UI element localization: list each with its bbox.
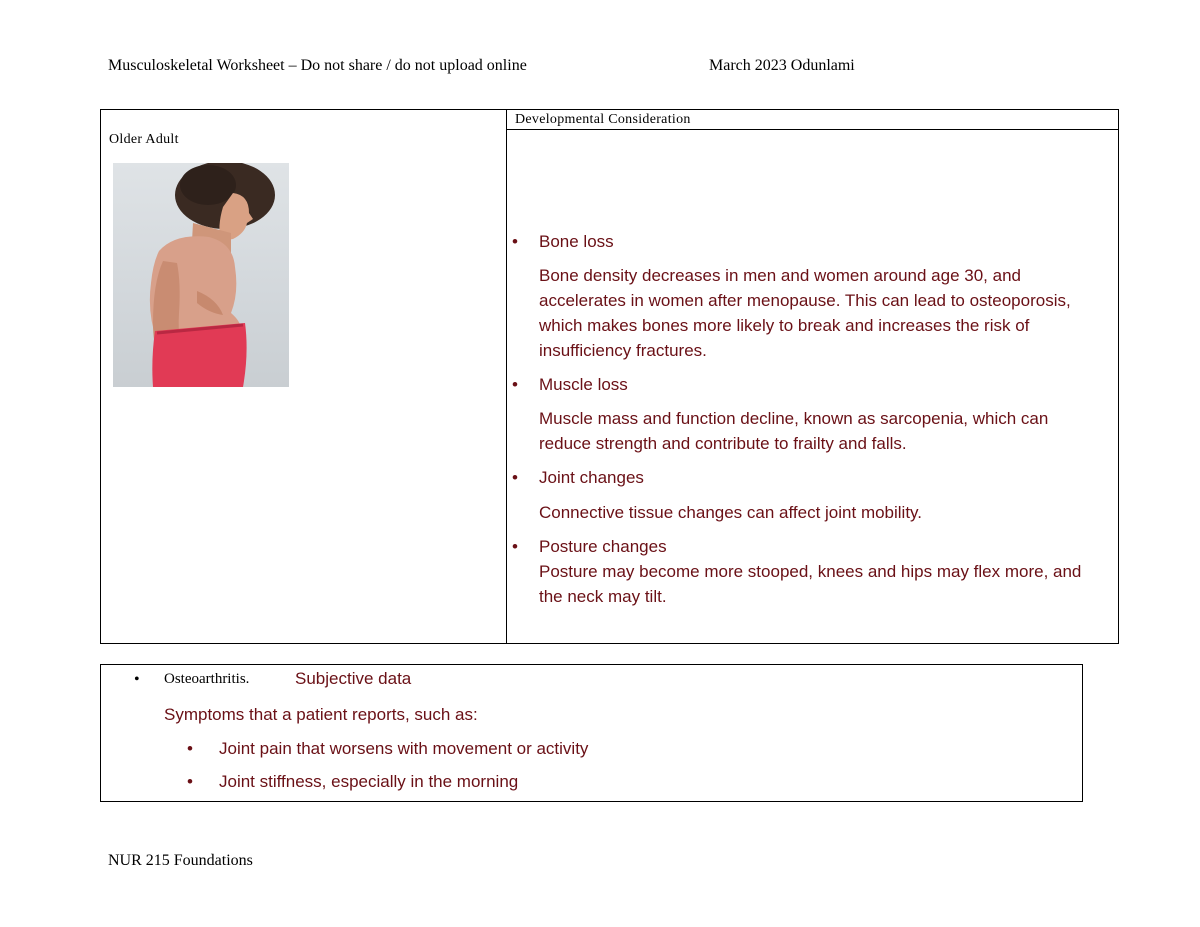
course-footer: NUR 215 Foundations xyxy=(108,852,253,869)
list-item-joint-changes xyxy=(512,465,1099,525)
bullet: • xyxy=(512,375,518,394)
subjective-data-heading: Subjective data xyxy=(295,669,412,688)
older-adult-figure xyxy=(113,163,289,387)
bullet: • xyxy=(187,739,193,758)
list-item-muscle-loss xyxy=(512,372,1099,456)
item-description: Bone density decreases in men and women around age 30, and accelerates in women after menopause. This can lead to osteoporosis, which makes bones more likely to break and increases the risk of insufficiency fractures. xyxy=(539,266,1071,360)
bullet: • xyxy=(512,232,518,251)
item-description: Connective tissue changes can affect joint mobility. xyxy=(539,503,923,522)
item-title: Bone loss xyxy=(539,232,614,251)
developmental-list xyxy=(512,229,1099,609)
list-item-bone-loss xyxy=(512,229,1099,363)
header-divider xyxy=(506,129,1118,130)
bullet: • xyxy=(134,671,140,688)
bullet: • xyxy=(187,772,193,791)
symptom-item: Joint stiffness, especially in the morning xyxy=(219,772,519,791)
symptoms-intro: Symptoms that a patient reports, such as: xyxy=(164,705,478,724)
item-description: Posture may become more stooped, knees and hips may flex more, and the neck may tilt. xyxy=(539,562,1082,606)
osteoarthritis-table xyxy=(100,664,1083,802)
older-adult-photo xyxy=(113,163,289,387)
worksheet-title: Musculoskeletal Worksheet – Do not share / do not upload online xyxy=(108,57,527,74)
list-item-posture-changes xyxy=(512,534,1099,609)
item-description: Muscle mass and function decline, known as sarcopenia, which can reduce strength and contribute to frailty and falls. xyxy=(539,409,1049,453)
column-header: Developmental Consideration xyxy=(515,112,691,127)
row-label: Older Adult xyxy=(109,132,179,147)
symptom-item: Joint pain that worsens with movement or activity xyxy=(219,739,589,758)
item-title: Joint changes xyxy=(539,468,644,487)
developmental-table xyxy=(100,109,1119,644)
worksheet-date-author: March 2023 Odunlami xyxy=(709,57,855,74)
condition-label: Osteoarthritis. xyxy=(164,671,250,687)
item-title: Muscle loss xyxy=(539,375,628,394)
item-title: Posture changes xyxy=(539,537,667,556)
bullet: • xyxy=(512,468,518,487)
bullet: • xyxy=(512,537,518,556)
